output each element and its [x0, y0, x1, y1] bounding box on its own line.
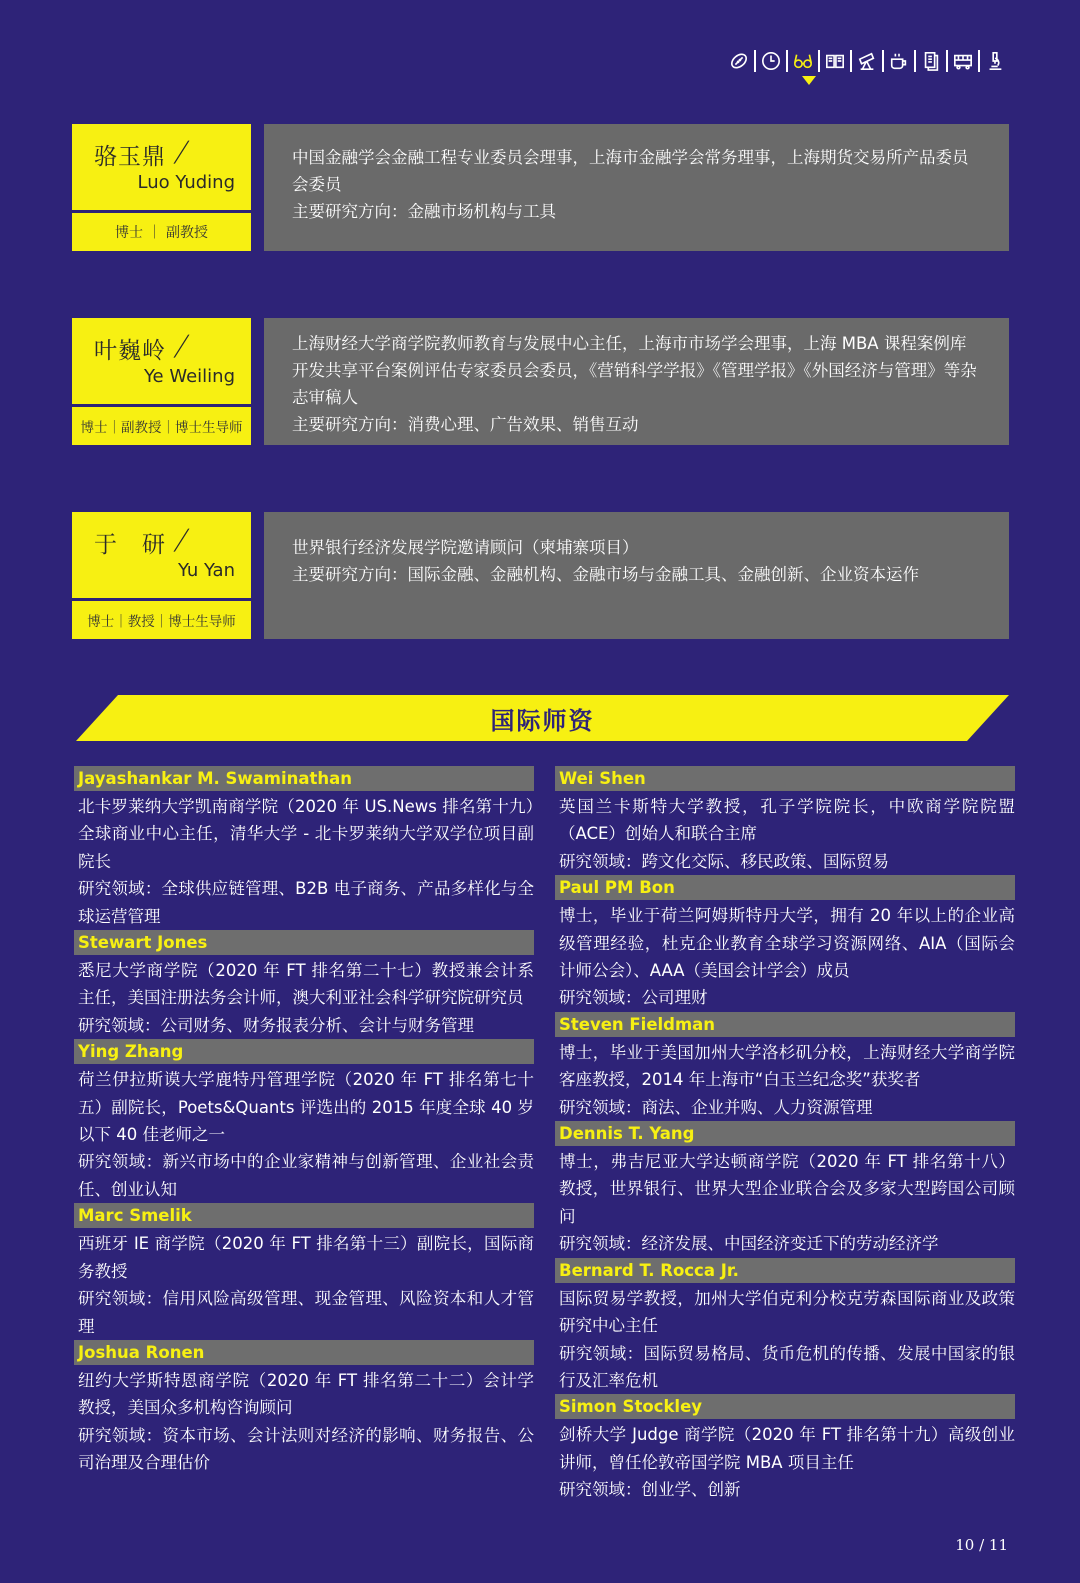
- intl-faculty-text: [555, 793, 1015, 875]
- faculty-desc-line: 主要研究方向：国际金融、金融机构、金融市场与金融工具、金融创新、企业资本运作: [292, 565, 919, 584]
- intl-faculty-text: [74, 1066, 534, 1203]
- intl-faculty-name: Dennis T. Yang: [555, 1121, 1015, 1146]
- intl-faculty-line: 纽约大学斯特恩商学院（2020 年 FT 排名第二十二）会计学教授，美国众多机构咨询顾问: [78, 1370, 534, 1418]
- faculty-name-en: Luo Yuding: [137, 172, 235, 193]
- intl-faculty-text: [555, 1039, 1015, 1121]
- faculty-name-zh: 于 研: [94, 532, 166, 558]
- faculty-card: [72, 512, 1009, 639]
- intl-faculty-entry: [74, 1203, 534, 1340]
- intl-faculty-name: Simon Stockley: [555, 1394, 1015, 1419]
- telescope-icon[interactable]: [856, 49, 878, 73]
- faculty-desc-line: 主要研究方向：消费心理、广告效果、销售互动: [292, 415, 639, 434]
- intl-faculty-line: 研究领域：新兴市场中的企业家精神与创新管理、企业社会责任、创业认知: [78, 1152, 534, 1199]
- faculty-description: [264, 124, 1009, 251]
- bus-icon[interactable]: [952, 49, 974, 73]
- intl-faculty-text: [555, 1148, 1015, 1258]
- intl-faculty-text: [74, 957, 534, 1039]
- intl-faculty-line: 悉尼大学商学院（2020 年 FT 排名第二十七）教授兼会计系主任，美国注册法务会计师，澳大利亚社会科学研究院研究员: [78, 961, 534, 1008]
- intl-faculty-name: Steven Fieldman: [555, 1012, 1015, 1037]
- intl-faculty-line: 英国兰卡斯特大学教授，孔子学院院长，中欧商学院院盟（ACE）创始人和联合主席: [559, 797, 1015, 844]
- slash-divider: /: [171, 329, 192, 362]
- documents-icon[interactable]: [920, 49, 942, 73]
- intl-faculty-line: 荷兰伊拉斯谟大学鹿特丹管理学院（2020 年 FT 排名第七十五）副院长，Poets&Quants 评选出的 2015 年度全球 40 岁以下 40 佳老师之一: [78, 1070, 534, 1145]
- intl-faculty-line: 国际贸易学教授，加州大学伯克利分校克劳森国际商业及政策研究中心主任: [559, 1288, 1015, 1336]
- section-title: 国际师资: [490, 706, 595, 735]
- intl-faculty-text: [74, 1367, 534, 1477]
- nav-divider: [914, 50, 916, 72]
- slash-divider: /: [171, 135, 192, 168]
- faculty-description: [264, 318, 1009, 445]
- faculty-desc-line: 主要研究方向：金融市场机构与工具: [292, 202, 556, 221]
- faculty-description: [264, 512, 1009, 639]
- intl-faculty-entry: [74, 1039, 534, 1203]
- intl-faculty-entry: [555, 1121, 1015, 1258]
- rugby-ball-icon[interactable]: [728, 49, 750, 73]
- intl-faculty-name: Stewart Jones: [74, 930, 534, 955]
- nav-divider: [754, 50, 756, 72]
- microscope-icon[interactable]: [984, 49, 1006, 73]
- intl-faculty-entry: [555, 766, 1015, 875]
- faculty-title: 博士｜副教授｜博士生导师: [72, 407, 251, 445]
- intl-faculty-line: 西班牙 IE 商学院（2020 年 FT 排名第十三）副院长，国际商务教授: [78, 1234, 534, 1281]
- intl-faculty-text: [74, 1230, 534, 1340]
- mug-icon[interactable]: [888, 49, 910, 73]
- active-nav-indicator: [802, 76, 816, 85]
- intl-faculty-text: [555, 1421, 1015, 1503]
- faculty-title: 博士 ｜ 副教授: [72, 213, 251, 251]
- nav-divider: [818, 50, 820, 72]
- intl-faculty-line: 研究领域：公司财务、财务报表分析、会计与财务管理: [78, 1015, 474, 1035]
- intl-faculty-line: 博士，弗吉尼亚大学达顿商学院（2020 年 FT 排名第十八）教授，世界银行、世界大型企业联合会及多家大型跨国公司顾问: [559, 1152, 1015, 1226]
- nav-divider: [850, 50, 852, 72]
- intl-faculty-line: 研究领域：经济发展、中国经济变迁下的劳动经济学: [559, 1234, 939, 1254]
- faculty-title: 博士｜教授｜博士生导师: [72, 601, 251, 639]
- international-faculty-right: [555, 766, 1015, 1504]
- intl-faculty-text: [555, 902, 1015, 1012]
- faculty-name-box: [72, 318, 251, 404]
- clock-icon[interactable]: [760, 49, 782, 73]
- intl-faculty-line: 剑桥大学 Judge 商学院（2020 年 FT 排名第十九）高级创业讲师，曾任伦敦帝国学院 MBA 项目主任: [559, 1425, 1015, 1472]
- intl-faculty-line: 研究领域：公司理财: [559, 988, 708, 1008]
- intl-faculty-entry: [74, 930, 534, 1039]
- faculty-desc-line: 世界银行经济发展学院邀请顾问（柬埔寨项目）: [292, 538, 639, 557]
- intl-faculty-entry: [555, 1012, 1015, 1121]
- intl-faculty-line: 研究领域：商法、企业并购、人力资源管理: [559, 1097, 873, 1117]
- section-banner: [76, 695, 1009, 741]
- intl-faculty-name: Jayashankar M. Swaminathan: [74, 766, 534, 791]
- icon-nav: [728, 46, 1006, 76]
- faculty-name-box: [72, 124, 251, 210]
- intl-faculty-name: Ying Zhang: [74, 1039, 534, 1064]
- intl-faculty-line: 研究领域：跨文化交际、移民政策、国际贸易: [559, 851, 889, 871]
- nav-divider: [882, 50, 884, 72]
- intl-faculty-line: 研究领域：创业学、创新: [559, 1480, 741, 1500]
- faculty-card: [72, 124, 1009, 251]
- intl-faculty-name: Bernard T. Rocca Jr.: [555, 1258, 1015, 1283]
- intl-faculty-entry: [555, 1258, 1015, 1395]
- intl-faculty-line: 博士，毕业于荷兰阿姆斯特丹大学，拥有 20 年以上的企业高级管理经验，杜克企业教育全球学习资源网络、AIA（国际会计师公会）、AAA（美国会计学会）成员: [559, 906, 1015, 981]
- intl-faculty-text: [74, 793, 534, 930]
- intl-faculty-name: Paul PM Bon: [555, 875, 1015, 900]
- nav-divider: [978, 50, 980, 72]
- intl-faculty-line: 研究领域：信用风险高级管理、现金管理、风险资本和人才管理: [78, 1289, 534, 1336]
- intl-faculty-text: [555, 1285, 1015, 1395]
- intl-faculty-entry: [74, 1340, 534, 1477]
- international-faculty-left: [74, 766, 534, 1477]
- intl-faculty-entry: [74, 766, 534, 930]
- faculty-name-en: Yu Yan: [177, 560, 235, 581]
- glasses-icon[interactable]: [792, 49, 814, 73]
- faculty-name-zh: 骆玉鼎: [94, 144, 166, 170]
- slash-divider: /: [171, 523, 192, 556]
- intl-faculty-name: Wei Shen: [555, 766, 1015, 791]
- page-number: 10 / 11: [955, 1536, 1008, 1554]
- faculty-desc-line: 中国金融学会金融工程专业委员会理事，上海市金融学会常务理事，上海期货交易所产品委员会委员: [292, 148, 969, 194]
- faculty-desc-line: 上海财经大学商学院教师教育与发展中心主任，上海市市场学会理事，上海 MBA 课程案例库开发共享平台案例评估专家委员会委员，《营销科学学报》《管理学报》《外国经济与管理》等杂志审稿人: [292, 334, 977, 407]
- intl-faculty-entry: [555, 1394, 1015, 1503]
- intl-faculty-line: 研究领域：全球供应链管理、B2B 电子商务、产品多样化与全球运营管理: [78, 879, 534, 926]
- intl-faculty-name: Marc Smelik: [74, 1203, 534, 1228]
- intl-faculty-line: 博士，毕业于美国加州大学洛杉矶分校，上海财经大学商学院客座教授，2014 年上海市“白玉兰纪念奖”获奖者: [559, 1042, 1015, 1090]
- faculty-name-box: [72, 512, 251, 598]
- nav-divider: [786, 50, 788, 72]
- intl-faculty-name: Joshua Ronen: [74, 1340, 534, 1365]
- book-icon[interactable]: [824, 49, 846, 73]
- intl-faculty-line: 北卡罗莱纳大学凯南商学院（2020 年 US.News 排名第十九）全球商业中心主任，清华大学 - 北卡罗莱纳大学双学位项目副院长: [78, 797, 534, 871]
- faculty-card: [72, 318, 1009, 445]
- faculty-name-zh: 叶巍岭: [94, 338, 166, 364]
- intl-faculty-line: 研究领域：资本市场、会计法则对经济的影响、财务报告、公司治理及合理估价: [78, 1425, 534, 1473]
- nav-divider: [946, 50, 948, 72]
- faculty-name-en: Ye Weiling: [143, 366, 235, 387]
- intl-faculty-entry: [555, 875, 1015, 1012]
- intl-faculty-line: 研究领域：国际贸易格局、货币危机的传播、发展中国家的银行及汇率危机: [559, 1343, 1015, 1390]
